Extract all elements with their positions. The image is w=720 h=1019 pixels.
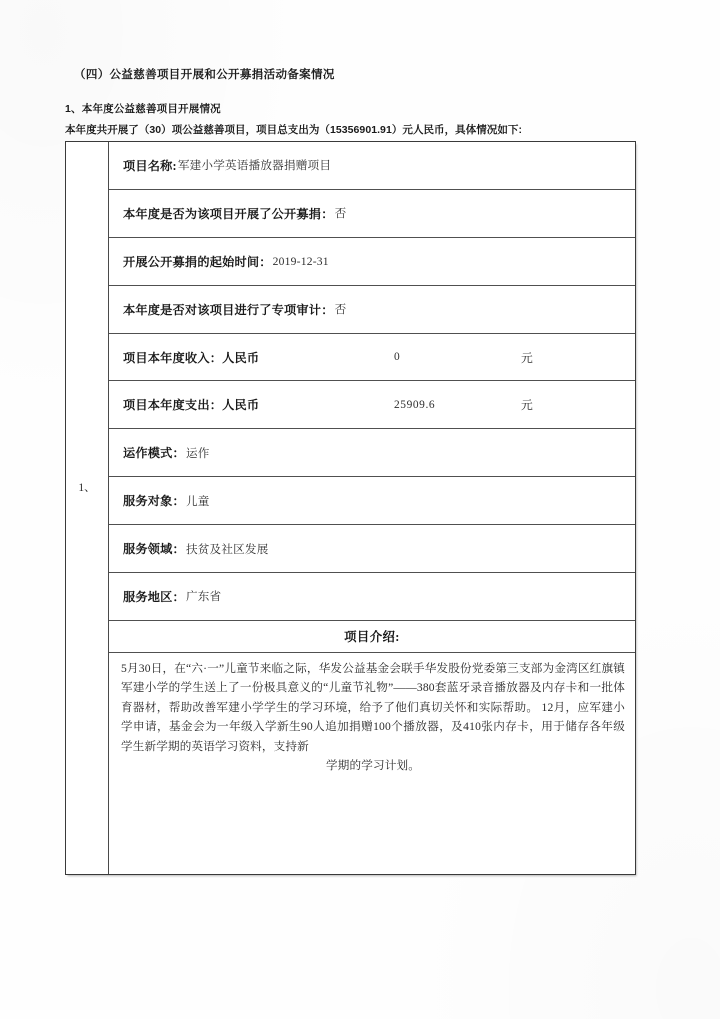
- field-label-service-region: 服务地区：: [123, 589, 185, 604]
- subsection-title: 1、本年度公益慈善项目开展情况: [65, 103, 221, 115]
- field-value-service-region: 广东省: [185, 590, 222, 604]
- summary-statement: 本年度共开展了（30）项公益慈善项目，项目总支出为（15356901.91）元人民币，具体情况如下:: [65, 124, 522, 136]
- field-label-annual-income: 项目本年度收入：人民币: [123, 350, 260, 365]
- field-value-public-fundraising: 否: [334, 207, 347, 221]
- field-label-project-name: 项目名称:: [123, 158, 177, 173]
- project-introduction-body: [109, 653, 635, 874]
- field-label-fundraising-start-date: 开展公开募捐的起始时间：: [123, 254, 272, 269]
- field-value-annual-income: 0: [394, 351, 401, 363]
- table-row: [109, 573, 635, 621]
- field-unit-annual-expense: 元: [521, 398, 533, 413]
- field-value-service-field: 扶贫及社区发展: [185, 542, 269, 556]
- field-value-special-audit: 否: [334, 303, 347, 317]
- field-label-service-field: 服务领域：: [123, 542, 185, 557]
- table-row: [109, 429, 635, 477]
- field-value-annual-expense: 25909.6: [394, 398, 436, 411]
- field-unit-annual-income: 元: [521, 350, 533, 365]
- table-index-column: [66, 142, 109, 874]
- row-index-label: 1、: [78, 482, 96, 494]
- project-introduction-header-text: 项目介绍:: [344, 630, 400, 645]
- table-row: [109, 525, 635, 573]
- table-row: [109, 334, 635, 382]
- table-row: [109, 142, 635, 190]
- project-introduction-header: [109, 621, 635, 653]
- field-label-public-fundraising: 本年度是否为该项目开展了公开募捐：: [123, 206, 334, 221]
- project-introduction-paragraph-last-line: 学期的学习计划。: [326, 758, 420, 772]
- table-rows-column: [109, 142, 635, 874]
- project-table: [65, 141, 636, 875]
- field-value-operation-mode: 运作: [185, 446, 210, 460]
- project-introduction-paragraph: 5月30日，在“六·一”儿童节来临之际，华发公益基金会联手华发股份党委第三支部为金湾区红旗镇军建小学的学生送上了一份极具意义的“儿童节礼物”——380套蓝牙录音播放器及内存卡和一批体育器材，帮助改善军建小学学生的学习环境，给予了他们真切关怀和实际帮助。 12月，应军建小学申请，基金会为一年级入学新生90人追加捐赠100个播放器，及410张内存卡，用于储存各年级学生新学期的英语学习资料，支持新: [121, 661, 625, 753]
- table-inner: [66, 142, 635, 874]
- table-row: [109, 238, 635, 286]
- table-row: [109, 381, 635, 429]
- field-label-operation-mode: 运作模式：: [123, 446, 185, 461]
- field-value-service-target: 儿童: [185, 494, 210, 508]
- field-label-special-audit: 本年度是否对该项目进行了专项审计：: [123, 302, 334, 317]
- page-title: （四）公益慈善项目开展和公开募捐活动备案情况: [74, 69, 335, 81]
- table-row: [109, 286, 635, 334]
- field-label-annual-expense: 项目本年度支出：人民币: [123, 398, 260, 413]
- field-label-service-target: 服务对象：: [123, 494, 185, 509]
- field-value-project-name: 军建小学英语播放器捐赠项目: [177, 159, 332, 173]
- field-value-fundraising-start-date: 2019-12-31: [272, 254, 329, 268]
- table-row: [109, 477, 635, 525]
- table-row: [109, 190, 635, 238]
